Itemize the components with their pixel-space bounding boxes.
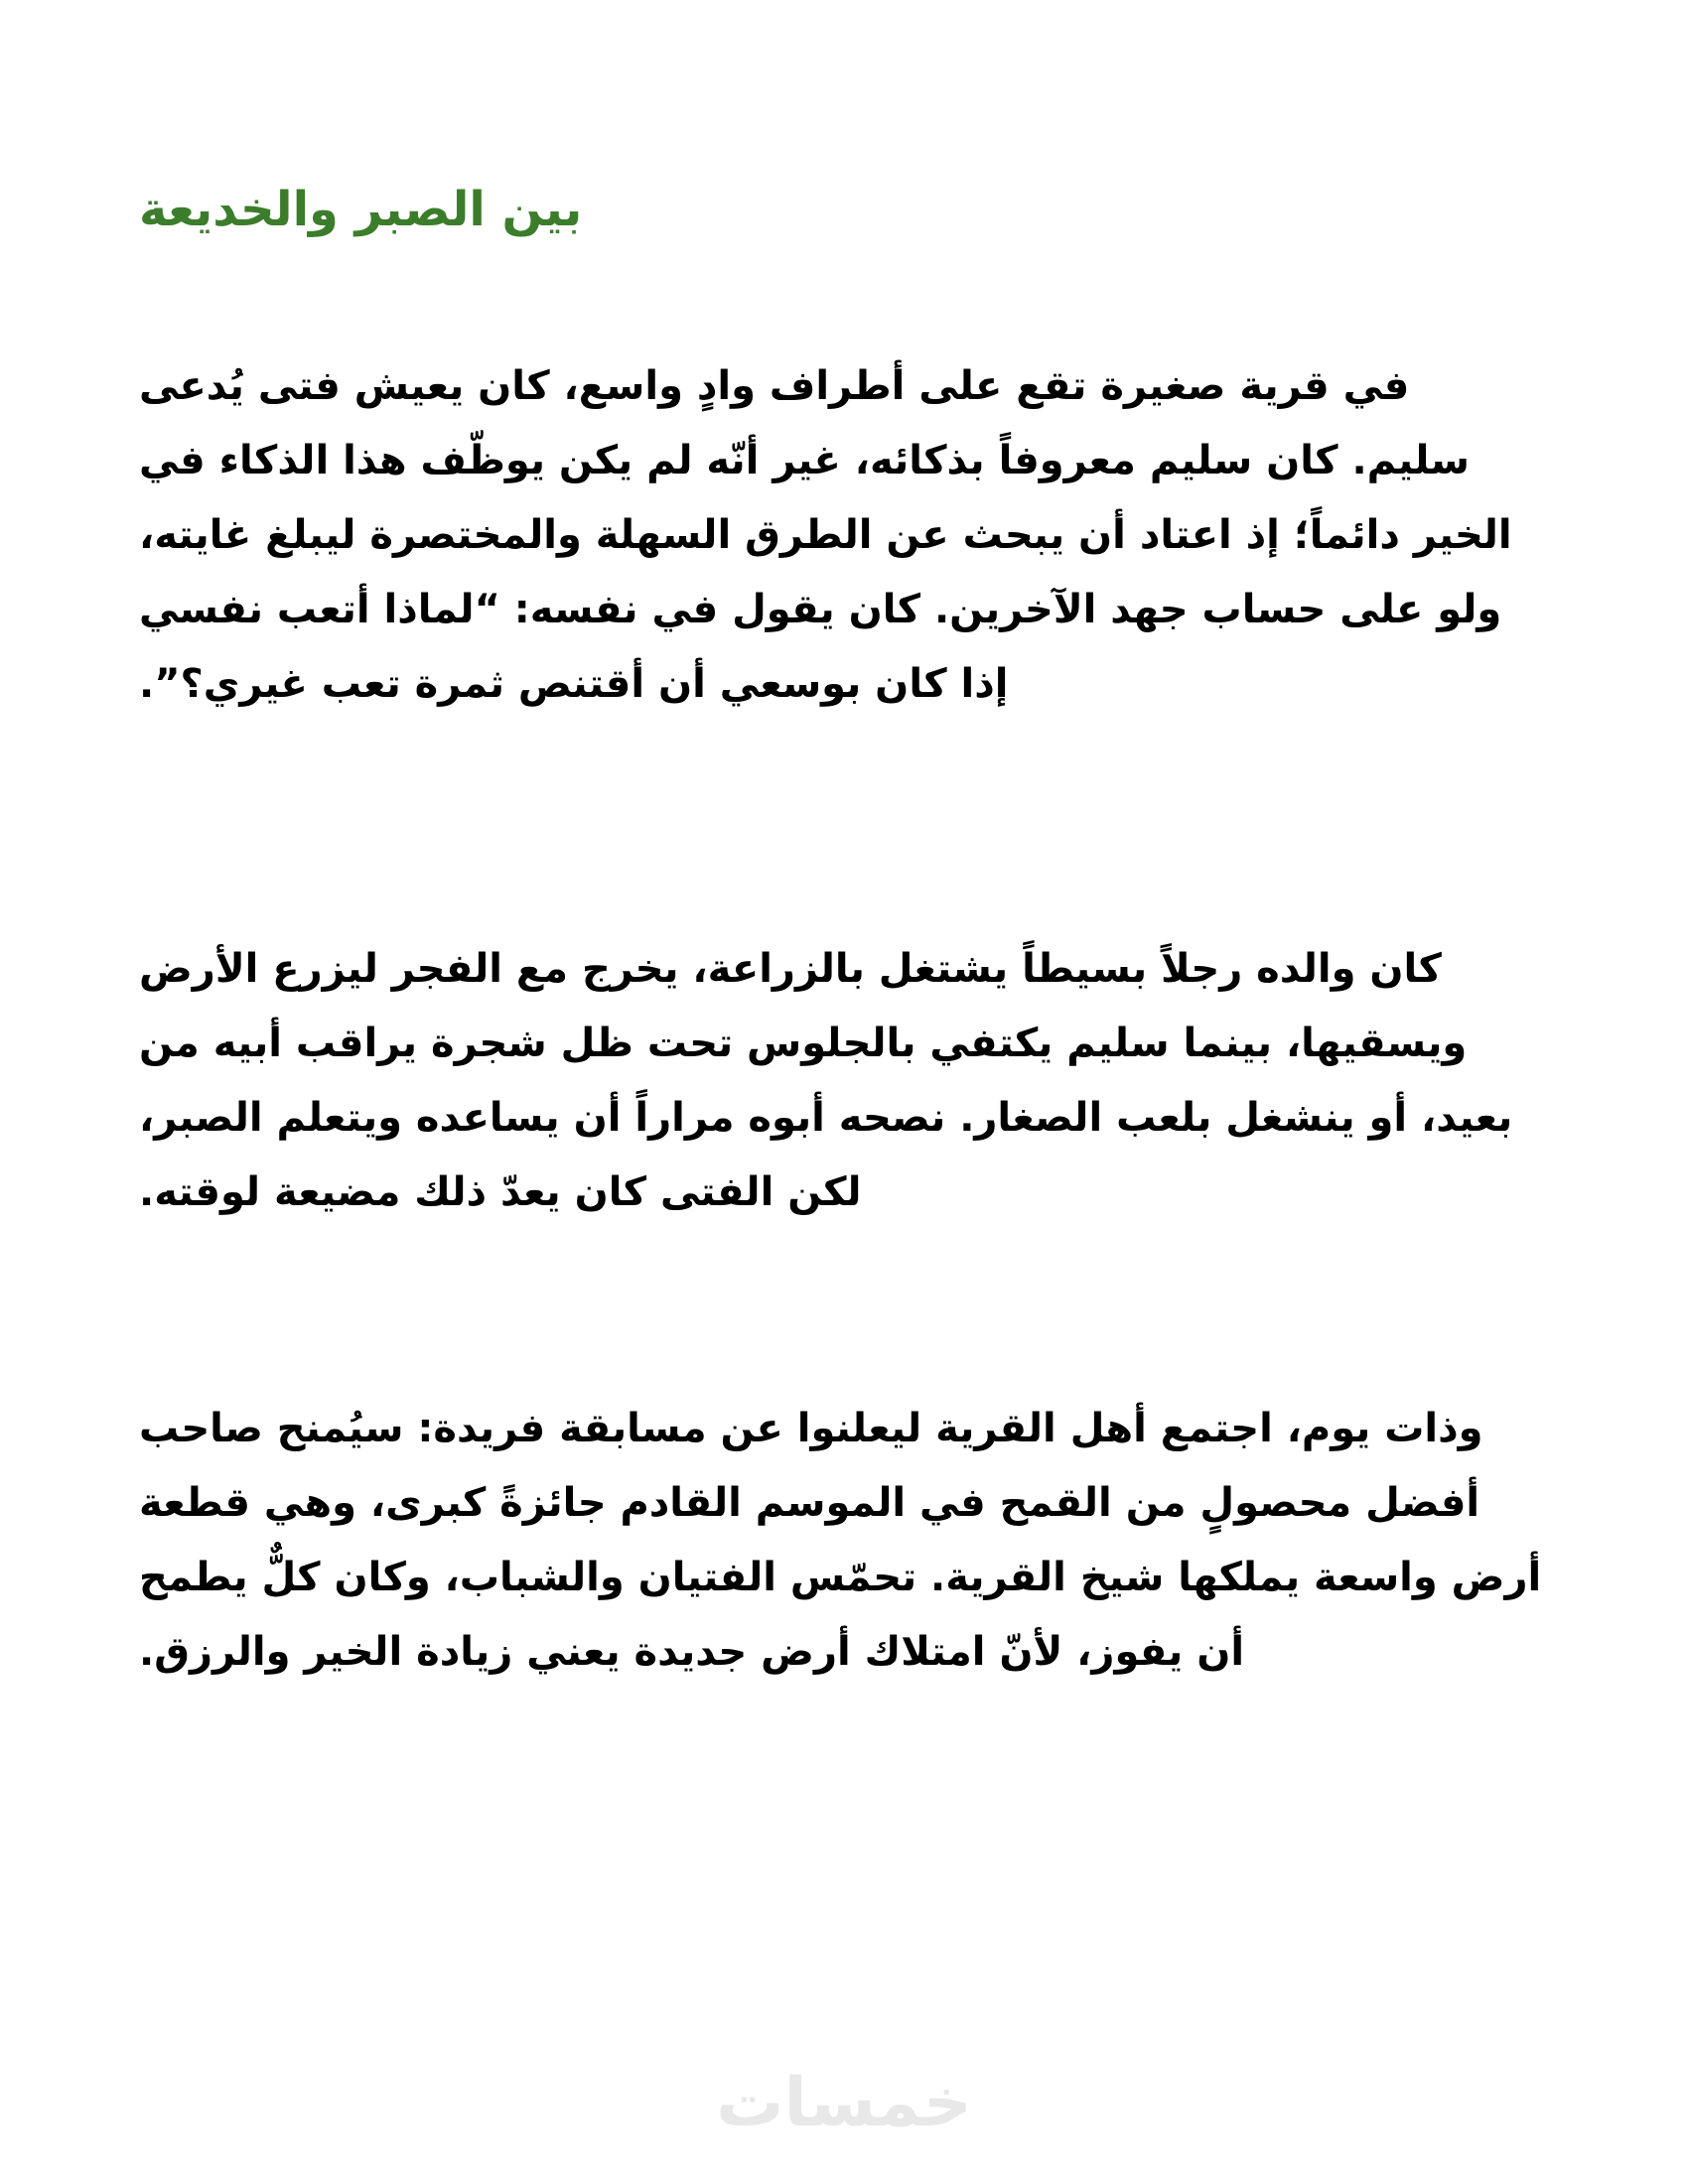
paragraph-contest: وذات يوم، اجتمع أهل القرية ليعلنوا عن مسابقة فريدة: سيُمنح صاحب أفضل محصولٍ من القمح في الموسم القادم جائزةً كبرى، وهي قطعة أرض واسعة يملكها شيخ القرية. تحمّس الفتيان والشباب، وكان كلٌّ يطمح أن يفوز، لأنّ امتلاك أرض جديدة يعني زيادة الخير والرزق. [139, 1406, 1542, 1676]
document-content [139, 0, 1559, 1690]
paragraph-intro: في قرية صغيرة تقع على أطراف وادٍ واسع، كان يعيش فتى يُدعى سليم. كان سليم معروفاً بذكائه، غير أنّه لم يكن يوظّف هذا الذكاء في الخير دائماً؛ إذ اعتاد أن يبحث عن الطرق السهلة والمختصرة ليبلغ غايته، ولو على حساب جهد الآخرين. كان يقول في نفسه: “لماذا أتعب نفسي إذا كان بوسعي أن أقتنص ثمرة تعب غيري؟”. [139, 363, 1512, 708]
page-title: بين الصبر والخديعة [139, 182, 583, 237]
khamsat-watermark: خمسات [716, 2064, 972, 2142]
paragraph-father: كان والده رجلاً بسيطاً يشتغل بالزراعة، يخرج مع الفجر ليزرع الأرض ويسقيها، بينما سليم يكتفي بالجلوس تحت ظل شجرة يراقب أبيه من بعيد، أو ينشغل بلعب الصغار. نصحه أبوه مراراً أن يساعده ويتعلم الصبر، لكن الفتى كان يعدّ ذلك مضيعة لوقته. [139, 946, 1513, 1216]
